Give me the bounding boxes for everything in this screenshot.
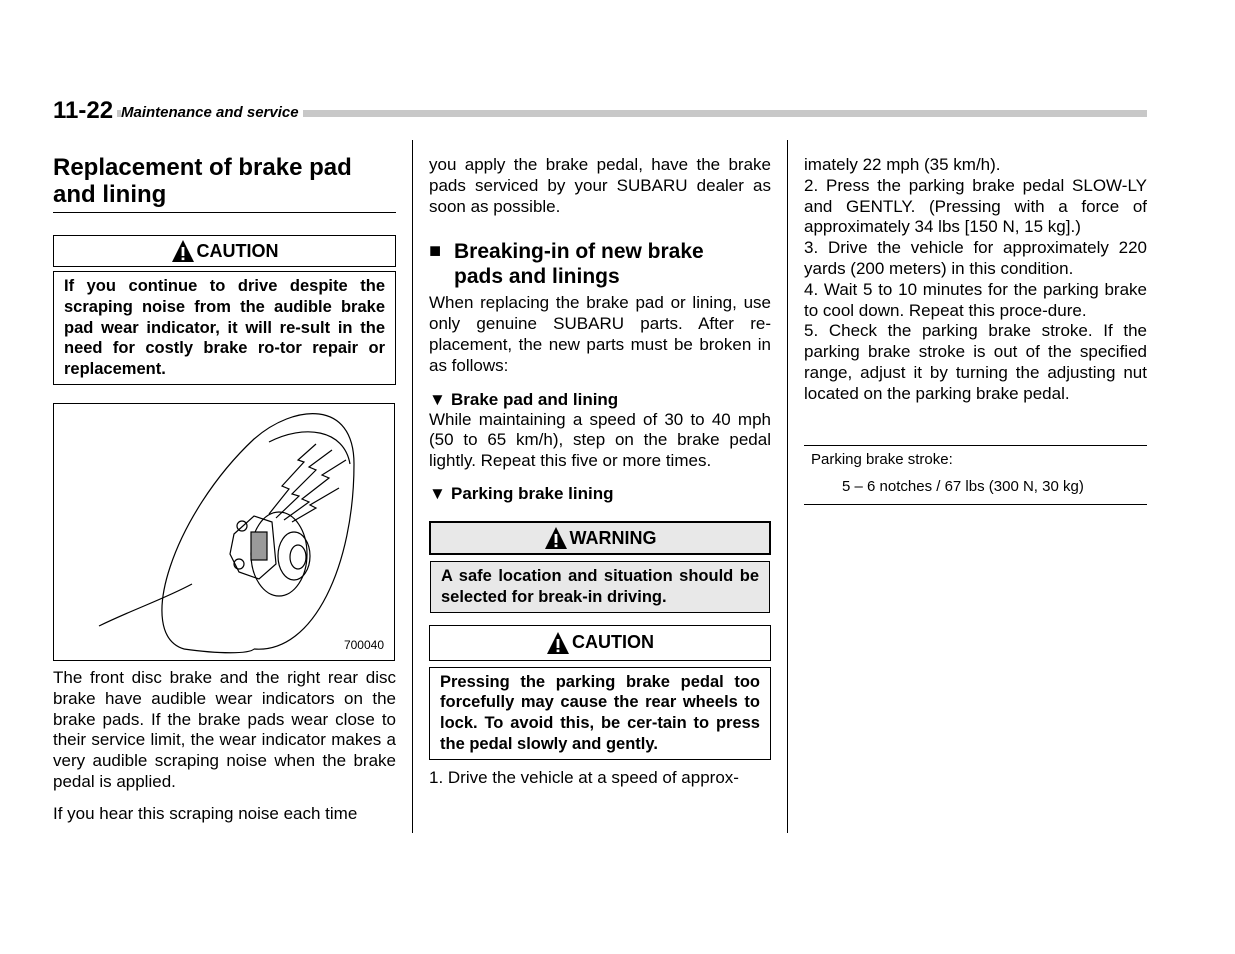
triangle-bullet-icon: ▼	[429, 389, 446, 409]
spec-label: Parking brake stroke:	[811, 451, 953, 468]
sub-heading-parking: ▼ Parking brake lining	[429, 483, 614, 503]
sub-heading-pad: ▼ Brake pad and lining	[429, 389, 619, 409]
caution-box	[429, 625, 771, 760]
warning-header: WARNING	[429, 521, 771, 555]
step-item: 1. Drive the vehicle at a speed of approx-	[429, 767, 739, 787]
caution-box	[53, 235, 396, 385]
paragraph: When replacing the brake pad or lining, use only genuine SUBARU parts. After re-placement, the new parts must be broken in as follows:	[429, 293, 771, 375]
spec-rule-bottom	[804, 504, 1147, 505]
page-number: 11-22	[53, 97, 117, 125]
warning-triangle-icon	[546, 631, 570, 655]
figure-id: 700040	[343, 638, 384, 652]
caution-text: Pressing the parking brake pedal too forcefully may cause the rear wheels to lock. To avoid this, be cer-tain to press the pedal slowly and gently.	[429, 667, 771, 760]
paragraph: If you hear this scraping noise each time	[53, 803, 358, 823]
column-divider	[412, 140, 413, 833]
spec-rule-top	[804, 445, 1147, 446]
column-2	[429, 155, 771, 789]
step-item: 5. Check the parking brake stroke. If the parking brake stroke is out of the specified range, adjust it by turning the adjusting nut located on the parking brake pedal.	[804, 321, 1147, 403]
paragraph: The front disc brake and the right rear disc brake have audible wear indicators on the brake pads. If the brake pads wear close to their service limit, the wear indicator makes a very audible scraping noise when the brake pedal is applied.	[53, 668, 396, 791]
caution-header: CAUTION	[429, 625, 771, 661]
warning-triangle-icon	[544, 526, 568, 550]
step-item: 4. Wait 5 to 10 minutes for the parking brake to cool down. Repeat this proce-dure.	[804, 279, 1147, 320]
warning-text: A safe location and situation should be selected for break-in driving.	[430, 561, 770, 613]
warning-box	[429, 521, 771, 613]
column-3	[804, 155, 1147, 405]
subsection-heading: ■ Breaking-in of new brake pads and linings	[429, 240, 704, 289]
warning-triangle-icon	[171, 239, 195, 263]
spec-table	[804, 445, 1147, 505]
column-1-body	[53, 668, 396, 825]
triangle-bullet-icon: ▼	[429, 483, 446, 503]
column-1	[53, 154, 396, 385]
column-divider	[787, 140, 788, 833]
square-bullet-icon: ■	[429, 240, 442, 263]
caution-text: If you continue to drive despite the scraping noise from the audible brake pad wear indicator, it will re-sult in the need for costly brake ro-tor repair or replacement.	[53, 271, 396, 385]
paragraph: While maintaining a speed of 30 to 40 mph (50 to 65 km/h), step on the brake pedal lightly. Repeat this five or more times.	[429, 409, 771, 471]
brake-figure	[53, 403, 395, 661]
step-item: 3. Drive the vehicle for approximately 220 yards (200 meters) in this condition.	[804, 238, 1147, 278]
paragraph: you apply the brake pedal, have the brake pads serviced by your SUBARU dealer as soon as possible.	[429, 155, 771, 216]
step-item: imately 22 mph (35 km/h).	[804, 155, 1001, 174]
running-section-title: Maintenance and service	[121, 104, 303, 122]
brake-disc-illustration	[54, 404, 394, 660]
caution-header: CAUTION	[53, 235, 396, 267]
spec-value: 5 – 6 notches / 67 lbs (300 N, 30 kg)	[842, 478, 1084, 495]
page-title: Replacement of brake pad and lining	[53, 154, 396, 213]
step-item: 2. Press the parking brake pedal SLOW-LY and GENTLY. (Pressing with a force of approximately 34 lbs [150 N, 15 kg].)	[804, 175, 1147, 237]
